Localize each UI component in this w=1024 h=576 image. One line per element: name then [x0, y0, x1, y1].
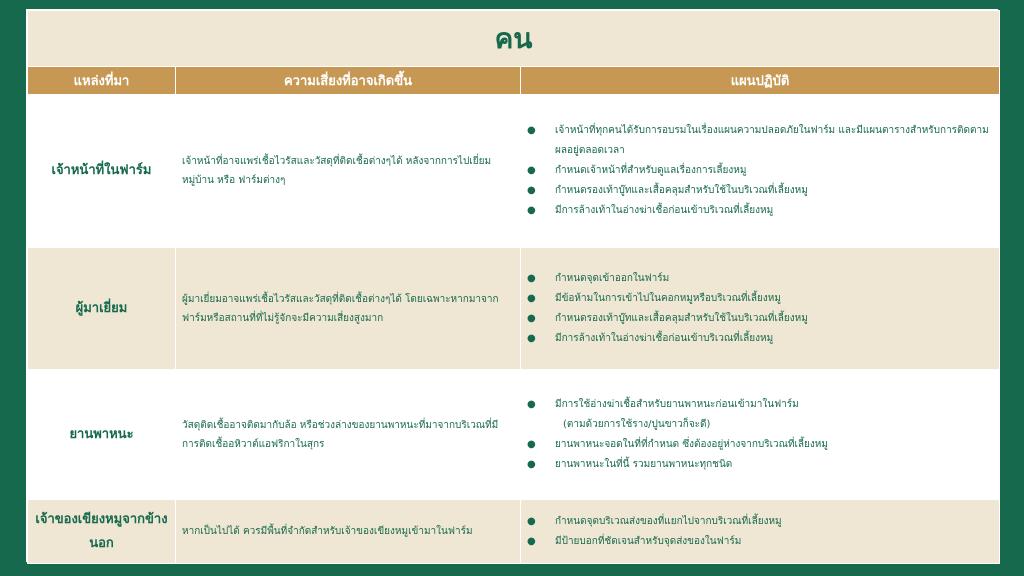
risk-table-frame	[26, 9, 998, 562]
risk-table	[27, 10, 1000, 564]
source-cell: ยานพาหนะ	[28, 370, 176, 500]
header-source: แหล่งที่มา	[28, 67, 176, 95]
plan-item: ● มีการล้างเท้าในอ่างฆ่าเชื้อก่อนเข้าบริเวณที่เลี้ยงหมู	[555, 329, 993, 349]
bullet-icon: ●	[527, 535, 536, 547]
plan-list	[521, 269, 993, 349]
plan-cell	[521, 248, 1000, 370]
risk-cell: ผู้มาเยี่ยมอาจแพร่เชื้อไวรัสและวัสดุที่ติดเชื้อต่างๆได้ โดยเฉพาะหากมาจากฟาร์มหรือสถานที่ที่ไม่รู้จักจะมีความเสี่ยงสูงมาก	[176, 248, 521, 370]
plan-item: ● ยานพาหนะในที่นี้ รวมยานพาหนะทุกชนิด	[555, 455, 993, 475]
plan-item: ● กำหนดรองเท้าบู๊ทและเสื้อคลุมสำหรับใช้ในบริเวณที่เลี้ยงหมู	[555, 309, 993, 329]
table-row	[28, 248, 1000, 370]
bullet-icon: ●	[527, 438, 536, 450]
page-title: คน	[28, 11, 1000, 67]
plan-item: ● กำหนดรองเท้าบู๊ทและเสื้อคลุมสำหรับใช้ในบริเวณที่เลี้ยงหมู	[555, 181, 993, 201]
plan-list	[521, 512, 993, 552]
plan-item: ● มีการใช้อ่างฆ่าเชื้อสำหรับยานพาหนะก่อนเข้ามาในฟาร์ม (ตามด้วยการใช้ราง/ปูนขาวก็จะดี)	[555, 395, 993, 435]
plan-item: ● ยานพาหนะจอดในที่ที่กำหนด ซึ่งต้องอยู่ห่างจากบริเวณที่เลี้ยงหมู	[555, 435, 993, 455]
header-plan: แผนปฏิบัติ	[521, 67, 1000, 95]
plan-list	[521, 121, 993, 221]
title-row	[28, 11, 1000, 67]
table-row	[28, 370, 1000, 500]
header-risk: ความเสี่ยงที่อาจเกิดขึ้น	[176, 67, 521, 95]
plan-item: ● มีการล้างเท้าในอ่างฆ่าเชื้อก่อนเข้าบริเวณที่เลี้ยงหมู	[555, 201, 993, 221]
plan-item: ● กำหนดจุดเข้าออกในฟาร์ม	[555, 269, 993, 289]
bullet-icon: ●	[527, 292, 536, 304]
plan-item: ● กำหนดเจ้าหน้าที่สำหรับดูแลเรื่องการเลี้ยงหมู	[555, 161, 993, 181]
risk-cell: เจ้าหน้าที่อาจแพร่เชื้อไวรัสและวัสดุที่ติดเชื้อต่างๆได้ หลังจากการไปเยี่ยมหมู่บ้าน หรือ ฟาร์มต่างๆ	[176, 95, 521, 248]
risk-cell: หากเป็นไปได้ ควรมีพื้นที่จำกัดสำหรับเจ้าของเขียงหมูเข้ามาในฟาร์ม	[176, 500, 521, 564]
plan-item: ● มีป้ายบอกที่ชัดเจนสำหรับจุดส่งของในฟาร์ม	[555, 532, 993, 552]
bullet-icon: ●	[527, 458, 536, 470]
bullet-icon: ●	[527, 515, 536, 527]
bullet-icon: ●	[527, 272, 536, 284]
plan-list	[521, 395, 993, 475]
bullet-icon: ●	[527, 398, 536, 410]
plan-item: ● เจ้าหน้าที่ทุกคนได้รับการอบรมในเรื่องแผนความปลอดภัยในฟาร์ม และมีแผนตารางสำหรับการติดตามผลอยู่ตลอดเวลา	[555, 121, 993, 161]
plan-cell	[521, 370, 1000, 500]
bullet-icon: ●	[527, 165, 536, 176]
plan-cell	[521, 500, 1000, 564]
bullet-icon: ●	[527, 312, 536, 324]
risk-cell: วัสดุติดเชื้ออาจติดมากับล้อ หรือช่วงล่างของยานพาหนะที่มาจากบริเวณที่มีการติดเชื้ออหิวาต์แอฟริกาในสุกร	[176, 370, 521, 500]
source-cell: ผู้มาเยี่ยม	[28, 248, 176, 370]
plan-item: ● มีข้อห้ามในการเข้าไปในคอกหมูหรือบริเวณที่เลี้ยงหมู	[555, 289, 993, 309]
bullet-icon: ●	[527, 332, 536, 344]
bullet-icon: ●	[527, 125, 536, 136]
table-row	[28, 500, 1000, 564]
plan-cell	[521, 95, 1000, 248]
table-row	[28, 95, 1000, 248]
plan-note: (ตามด้วยการใช้ราง/ปูนขาวก็จะดี)	[563, 418, 711, 430]
bullet-icon: ●	[527, 205, 536, 216]
header-row	[28, 67, 1000, 95]
source-cell: เจ้าของเขียงหมูจากข้างนอก	[28, 500, 176, 564]
plan-item: ● กำหนดจุดบริเวณส่งของที่แยกไปจากบริเวณที่เลี้ยงหมู	[555, 512, 993, 532]
bullet-icon: ●	[527, 185, 536, 196]
source-cell: เจ้าหน้าที่ในฟาร์ม	[28, 95, 176, 248]
